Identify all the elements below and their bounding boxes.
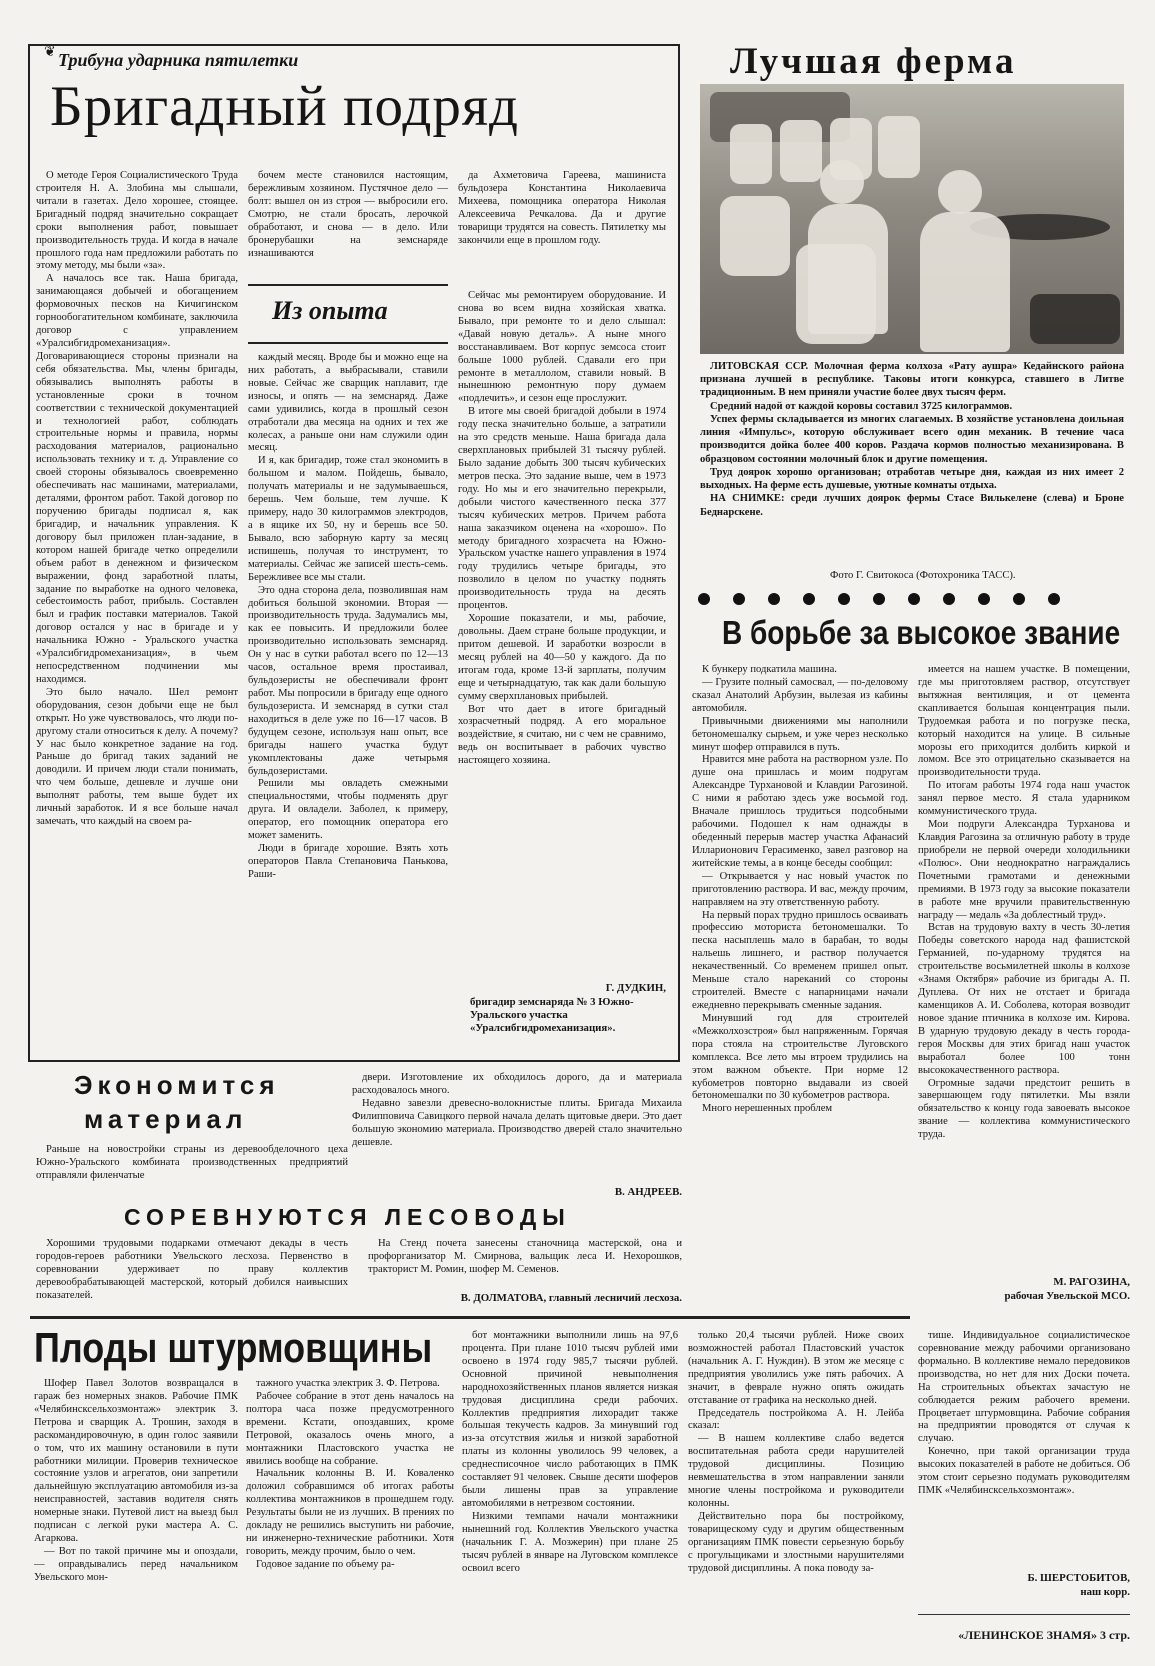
photo-block-title: Лучшая ферма: [730, 41, 1017, 82]
paragraph: Низкими темпами начали монтажники нынешний год. Коллектив Увельского участка (начальник Г. А. Мозжерин) при плане 25 тысяч рублей в январе на Луговском комплексе освоил всего: [462, 1510, 678, 1574]
bullet-icon: [908, 593, 920, 605]
paragraph: К бункеру подкатила машина.: [702, 664, 837, 675]
paragraph: Начальник колонны В. И. Коваленко доложил собравшимся об итогах работы коллектива монтажников в прошедшем году. Результаты были не из лучших. В прениях по докладу не решились выступить ни рабочие, ни инженерно-технические работники. Хотя говорить, между прочим, было о чем.: [246, 1468, 454, 1557]
paragraph: — Вот по такой причине мы и опоздали, — оправдывались перед начальником Увельского мон-: [34, 1545, 238, 1583]
paragraph: Огромные задачи предстоит решить в завершающем году пятилетки. Мы взяли обязательство к концу года завоевать высокое звание — коллектива коммунистического труда.: [918, 1077, 1130, 1141]
photo-shape: [808, 204, 888, 334]
article-kicker: Трибуна ударника пятилетки: [58, 50, 299, 70]
paragraph: И я, как бригадир, тоже стал экономить в большом и малом. Пойдешь, бывало, получать материалы и не задумываешься, берешь. Чем больше, тем лучше. К примеру, надо 30 килограммов электродов, а в ящике их 50, ну и берешь все 50. Бывало, всю заборную карту за месяц испишешь, получая то инструмент, то материалы. Сейчас же записей шесть-семь. Бережливее все мы стали.: [248, 455, 448, 583]
photo-shape: [878, 116, 920, 178]
bottom-column-3: [462, 1330, 678, 1660]
bullet-icon: [1013, 593, 1025, 605]
paragraph: Раньше на новостройки страны из деревообделочного цеха Южно-Уральского комбината производственных предприятий отправляли филенчатые: [36, 1144, 348, 1181]
paragraph: Это было начало. Шел ремонт оборудования, сезон добычи еще не был открыт. Но уже чувствовалось, что люди по-другому стали относиться к делу. А почему? У нас было конкретное задание на год. Раньше до бригад таких заданий не доводили. И причем люди стали понимать, что чем больше, дешевле и лучше они выполнят работы, тем выше будет их личный заработок. И я все больше начал замечать, что каждый на своем ра-: [36, 686, 238, 828]
paragraph: По итогам работы 1974 года наш участок занял первое место. Я стала ударником коммунистического труда.: [918, 780, 1130, 818]
paragraph: Шофер Павел Золотов возвращался в гараж без номерных знаков. Рабочие ПМК «Челябинсксельхозмонтаж» электрик З. Петрова и сварщик А. Трошин, заходя в раскомандировочную, в один голос заявили о том, что их машину остановили в пути работники милиции. Проверив техническое состояние узлов и агрегатов, они запретили дальнейшую эксплуатацию автомобиля из-за неисправностей, заставив водителя снять номерные знаки. Путевой лист на выезд был подписан с легкой руки мастера А. С. Агаркова.: [34, 1378, 238, 1545]
author-signature: Г. ДУДКИН,: [605, 982, 666, 994]
bullet-row: [698, 592, 1118, 610]
right-signature: М. РАГОЗИНА,: [1053, 1276, 1130, 1288]
photo-shape: [920, 212, 1010, 352]
article-column-2: [248, 352, 448, 1055]
bottom-column-4: [688, 1330, 904, 1660]
photo-caption: [700, 360, 1124, 519]
paragraph: Минувший год для строителей «Межколхозстроя» был напряженным. Горячая пора стояла на строительстве Луговского комплекса. Все лето мы втроем трудились на этом важном объекте. При норме 12 кубометров повторно выдавали из своей бетономешалки по 30 кубометров раствора.: [692, 1012, 908, 1102]
forest-signature: В. ДОЛМАТОВА, главный лесничий лесхоза.: [460, 1292, 682, 1304]
bullet-icon: [803, 593, 815, 605]
paragraph: Вот что дает в итоге бригадный хозрасчетный подряд. А его моральное воздействие, я считаю, ни с чем не сравнимо, ведь он воспитывает в рабочих чувство настоящего хозяина.: [458, 703, 666, 767]
photo-shape: [1030, 294, 1120, 344]
bullet-icon: [768, 593, 780, 605]
caption-paragraph: ЛИТОВСКАЯ ССР. Молочная ферма колхоза «Рату аушра» Кедайнского района признана лучшей в республике. Таковы итоги конкурса, ставшего в Литве традиционным. В нем приняли участие более двух тысяч ферм.: [700, 361, 1124, 399]
paragraph: Люди в бригаде хорошие. Взять хоть операторов Павла Степановича Панькова, Раши-: [248, 843, 448, 880]
subhead-divider: [248, 342, 448, 344]
paragraph: Много нерешенных проблем: [702, 1103, 833, 1115]
forest-right-text: [368, 1238, 682, 1290]
photo-shape: [780, 120, 822, 182]
paragraph: тише. Индивидуальное социалистическое соревнование между рабочими организовано формально. В коллективе немало передовиков производства, но нет для них Доски почета. На строительных объектах зачастую не соблюдается режим рабочего времени. Процветает штурмовщина. Рабочие собрания на предприятии проводятся от случая к случаю.: [918, 1330, 1130, 1445]
right-article-title: В борьбе за высокое звание: [722, 614, 1121, 652]
author-title: бригадир земснаряда № 3 Южно-Уральского участка «Уралсибгидромеханизация».: [470, 996, 634, 1034]
caption-paragraph: Труд доярок хорошо организован; отработав четыре дня, каждая из них имеет 2 выходных. На ферме есть душевые, уютные комнаты отдыха.: [700, 466, 1124, 492]
paragraph: Решили мы овладеть смежными специальностями, чтобы подменять друг друга. И овладели. Заболел, к примеру, оператор, его помощник оператора его может заменить.: [248, 778, 448, 842]
paragraph: В итоге мы своей бригадой добыли в 1974 году песка значительно больше, а затратили на это средств меньше. Наша бригада дала сверхплановых прибылей 31 тысячу рублей. Было задание добыть 300 тысяч кубических метров песка. Это задание выше, чем в 1973 году. Но мы и его значительно перекрыли, добыли чистого качественного песка 377 тысяч кубических метров. Причем работа наша заказчиком оценена на «хорошо». По методу бригадного хозрасчета на Южно-Уральском участке нашего управления в 1974 году трудились четыре бригады, это позволило в целом по участку поднять производительность труда на десять процентов.: [458, 406, 666, 612]
article-column-3: [458, 290, 666, 980]
paragraph: да Ахметовича Гареева, машиниста бульдозера Константина Николаевича Михеева, помощника оператора Николая Алексеевича Речкалова. Да и другие товарищи трудятся на совесть. Пятилетку мы закончили еще в прошлом году.: [458, 170, 666, 246]
paragraph: На первый порах трудно пришлось осваивать профессию моториста бетономешалки. То песка насыплешь мало в барабан, то воды нальешь лишнего, и раствор получается некачественный. Со временем пришел опыт. Меньше стало нареканий со стороны строителей. Вместе с напарницами начали ежедневно перекрывать сменные задания.: [692, 909, 908, 1011]
farm-photo: [700, 84, 1124, 354]
subhead: Из опыта: [272, 296, 388, 325]
paragraph: бот монтажники выполнили лишь на 97,6 процента. При плане 1010 тысяч рублей ими освоено в 1974 году 985,7 тысячи рублей. Основной причиной невыполнения народнохозяйственных планов является низкая трудовая дисциплина среди рабочих. Коллектив предприятия лихорадит также большая текучесть кадров. За минувший год из-за отсутствия жилья и низкой заработной платы из колонны уволилось 99 человек, а среднесписочное число работающих в ПМК составляет 91 человек. Свыше десяти шоферов были лишены прав за управление автомобилями в нетрезвом состоянии.: [462, 1330, 678, 1509]
article-column-3-top: [458, 170, 666, 280]
bottom-column-5: [918, 1330, 1130, 1552]
paragraph: Председатель постройкома А. Н. Лейба сказал:: [688, 1407, 904, 1432]
subhead-divider: [248, 284, 448, 286]
caption-paragraph: Успех фермы складывается из многих слагаемых. В хозяйстве установлена доильная линия «Импульс», которую обслуживает всего один механик. В течение часа производится дойка более 400 коров. Раздача кормов полностью механизирована. В образцовом состоянии молочный блок и другие помещения.: [700, 413, 1124, 465]
section-divider: [30, 1316, 910, 1319]
paragraph: Хорошие показатели, и мы, рабочие, довольны. Даем стране больше продукции, и притом дешевой. И заработки возросли в месяц рублей на 40—50 у каждого. Да по итогам года, кроме 13-й зарплаты, получим еще и четырнадцатую, так как дали большую сумму сверхплановых прибылей.: [458, 613, 666, 702]
paragraph: О методе Героя Социалистического Труда строителя Н. А. Злобина мы слышали, читали в газетах. Дело хорошее, стоящее. Бригадный подряд значительно сокращает сроки выполнения работ, повышает производительность труда. И когда в начале прошлого года нам предложили работать по этому методу, мы были «за».: [36, 170, 238, 272]
paragraph: только 20,4 тысячи рублей. Ниже своих возможностей работал Пластовский участок (начальник А. Г. Нуждин). В этом же месяце с предприятия уволились уже пять рабочих. А значит, в феврале нужно опять ожидать отставание от графика на несколько дней.: [688, 1330, 904, 1406]
bullet-icon: [1048, 593, 1060, 605]
photo-shape: [720, 196, 790, 276]
bottom-signature-title: наш корр.: [1080, 1586, 1130, 1598]
bullet-icon: [838, 593, 850, 605]
economy-title-line1: Экономится: [74, 1070, 280, 1100]
paragraph: Нравится мне работа на растворном узле. По душе она пришлась и моим подругам Александре Турхановой и Клавдии Рагозиной. С ними я работаю здесь уже восьмой год. Вначале пришлось трудиться подсобными рабочими. Подошел к нам однажды в обеденный перерыв мастер участка Афанасий Илларионович Герасименко, завел разговор на житейские темы, а в конце беседы сообщил:: [692, 754, 908, 869]
paragraph: каждый месяц. Вроде бы и можно еще на них работать, а выбрасывали, ставили новые. Сейчас же сварщик наплавит, где износы, и опять — на земснаряд. Даже сами удивились, когда в прошлый сезон отработали два месяца на одних и тех же колесах, а раньше они нам служили один месяц.: [248, 352, 448, 454]
paragraph: — Открывается у нас новый участок по приготовлению раствора. И вас, между прочим, направляем на эту ответственную работу.: [692, 870, 908, 908]
forest-left-text: [36, 1238, 348, 1302]
paragraph: Мои подруги Александра Турханова и Клавдия Рагозина за отличную работу в труде приобрели не первой очереди холодильники «Полюс». Они неоднократно награждались Почетными грамотами и денежными премиями. В 1973 году за высокие показатели в работе мне вручили правительственную награду — медаль «За доблестный труд».: [918, 819, 1130, 921]
paragraph: Встав на трудовую вахту в честь 30-летия Победы советского народа над фашистской Германией, по-ударному трудятся на строительстве восьмилетней школы в колхозе «Знамя Октября» рабочие из бригады А. П. Дуплева. От них не отстает и бригада каменщиков А. И. Соболева, которая возводит новое здание птичника в колхозе им. Кирова. В ударную трудовую декаду в честь города-героя Москвы для этих бригад наш участок выработал более 100 тонн высококачественного раствора.: [918, 922, 1130, 1076]
bullet-icon: [733, 593, 745, 605]
caption-paragraph: НА СНИМКЕ: среди лучших доярок фермы Стасе Вилькелене (слева) и Броне Беднарскене.: [700, 493, 1124, 518]
paragraph: двери. Изготовление их обходилось дорого, да и материала расходовалось много.: [352, 1072, 682, 1096]
bottom-column-1: [34, 1378, 238, 1660]
paragraph: Привычными движениями мы наполнили бетономешалку сырьем, и уже через несколько минут шофер отправился в путь.: [692, 715, 908, 753]
paragraph: — В нашем коллективе слабо ведется воспитательная работа среди нарушителей трудовой дисциплины. Позицию невмешательства в этом направлении заняли многие члены постройкома и руководители колонны.: [688, 1433, 904, 1509]
forest-title: СОРЕВНУЮТСЯ ЛЕСОВОДЫ: [124, 1204, 571, 1230]
paragraph: — Грузите полный самосвал, — по-деловому сказал Анатолий Арбузин, вылезая из кабины автомобиля.: [692, 676, 908, 714]
photo-shape: [820, 160, 864, 204]
paragraph: Недавно завезли древесно-волокнистые плиты. Бригада Михаила Филипповича Савицкого первой начала делать щитовые двери. Это дает большую экономию материала. Производство дверей стало значительно дешевле.: [352, 1097, 682, 1148]
paragraph: тажного участка электрик З. Ф. Петрова.: [256, 1378, 440, 1389]
article-column-2-top: [248, 170, 448, 280]
economy-title-line2: материал: [84, 1104, 248, 1134]
right-signature-title: рабочая Увельской МСО.: [1004, 1290, 1130, 1302]
paragraph: Рабочее собрание в этот день началось на полтора часа позже предусмотренного времени. Кстати, опоздавших, кроме Петровой, оказалось очень много, а монтажники Пластовского участка не явились вообще на собрание.: [246, 1390, 454, 1467]
paragraph: имеется на нашем участке. В помещении, где мы приготовляем раствор, отсутствует вытяжная вентиляция, и от цемента скапливается большая концентрация пыли. Трудоемкая работа и по погрузке песка, который находится на улице. В сильные морозы его приходится долбить киркой и ломом. Все это отрицательно сказывается на производительности труда.: [918, 664, 1130, 779]
paragraph: На Стенд почета занесены станочница мастерской, она и профорганизатор М. Смирнова, вальщик леса И. Нехорошков, тракторист М. Ромин, шофер М. Семенов.: [368, 1238, 682, 1275]
footer-rule: [918, 1614, 1130, 1615]
bullet-icon: [873, 593, 885, 605]
paragraph: Годовое задание по объему ра-: [256, 1558, 395, 1570]
article-column-1: [36, 170, 238, 1055]
bullet-icon: [943, 593, 955, 605]
bottom-signature: Б. ШЕРСТОБИТОВ,: [1027, 1572, 1130, 1584]
bullet-icon: [978, 593, 990, 605]
paragraph: Это одна сторона дела, позволившая нам добиться большой экономии. Вторая — производительность труда. Задумались мы, как ее повысить. И предложили более производительно использовать земснаряд. Он у нас в сутки работал всего по 12—13 часов, остальное время простаивал, бульдозеристы не обеспечивали фронт работ. Мы попросили в бригаду еще одного бульдозериста. И земснаряд в сутки стал находиться в деле уже по 16—17 часов. В будущем сезоне, используя наш опыт, все бригады нашего участка будут укомплектованы даже четырьмя бульдозеристами.: [248, 584, 448, 777]
bottom-column-2: [246, 1378, 454, 1660]
right-column-1: [692, 664, 908, 1314]
paragraph: Сейчас мы ремонтируем оборудование. И снова во всем видна хозяйская хватка. Бывало, при ремонте то и дело слышал: «Давай новую деталь». А ныне много восстанавливаем. Вот корпус земсоса стоит больше 1000 рублей. Сдавали его при ремонте в металлолом, ставили новый. В нынешнюю ремонтную пору думаем «подлечить», и сезон еще прослужит.: [458, 290, 666, 405]
bullet-icon: [698, 593, 710, 605]
right-column-2: [918, 664, 1130, 1264]
economy-left-text: [36, 1144, 348, 1194]
economy-signature: В. АНДРЕЕВ.: [614, 1186, 682, 1198]
economy-right-text: [352, 1072, 682, 1172]
photo-shape: [730, 124, 772, 184]
photo-credit: Фото Г. Свитокоса (Фотохроника ТАСС).: [830, 570, 1016, 581]
paragraph: А началось все так. Наша бригада, занимающаяся добычей и обогащением формовочных песков на Кичигинском горнообогатительном комбинате, заключила договор с управлением «Уралсибгидромеханизация». Договаривающиеся стороны признали на себя обязательства. Мы, члены бригады, обязывались выполнять работы в установленные сроки в точном соответствии с технической документацией и технологией работ, соблюдать строительные нормы и правила, нормы расходования материалов, рационально использовать технику и т. д. Управление со своей стороны обязывалось своевременно обеспечивать нас машинами, материалами, деталями, фронтом работ. Такой договор по поручению бригады подписал я, как бригадир, и начальник управления. К договору был приложен план-задание, в котором нашей бригаде четко определили объем работ в денежном и физическом выражении, фонд заработной платы, задание по выработке на одного человека, себестоимость работ, прибыль. Составлен был и график поставки материалов. Такой договор остался у нас в бригаде и у начальника Южно - Уральского участка «Уралсибгидромеханизация», в чьем непосредственном подчинении мы находимся.: [36, 273, 238, 685]
paragraph: Хорошими трудовыми подарками отмечают декады в честь городов-героев работники Увельского лесхоза. Первенство в соревновании удерживает по праву коллектив деревообрабатывающей мастерской, который добился наивысших показателей.: [36, 1238, 348, 1301]
paragraph: Конечно, при такой организации труда высоких показателей в работе не добиться. Об этом стоит серьезно подумать руководителям ПМК «Челябинсксельхозмонтаж».: [918, 1446, 1130, 1497]
article-title: Бригадный подряд: [50, 75, 520, 138]
paragraph: бочем месте становился настоящим, бережливым хозяином. Пустячное дело — болт: вышел он из строя — выбросили его. Смотрю, не стали бросать, лерочкой обработают, и снова — в дело. Или бронерубашки на земснаряде изнашиваются: [248, 170, 448, 259]
paragraph: Действительно пора бы постройкому, товарищескому суду и другим общественным организациям ПМК повести серьезную борьбу с прогульщиками и злостными нарушителями трудовой дисциплины. А пока поводу за-: [688, 1510, 904, 1574]
page-footer: «ЛЕНИНСКОЕ ЗНАМЯ» 3 стр.: [958, 1628, 1130, 1642]
caption-paragraph: Средний надой от каждой коровы составил 3725 килограммов.: [710, 400, 1013, 412]
bottom-article-title: Плоды штурмовщины: [34, 1324, 433, 1372]
photo-shape: [938, 170, 982, 214]
star-icon: ❦: [44, 45, 56, 60]
